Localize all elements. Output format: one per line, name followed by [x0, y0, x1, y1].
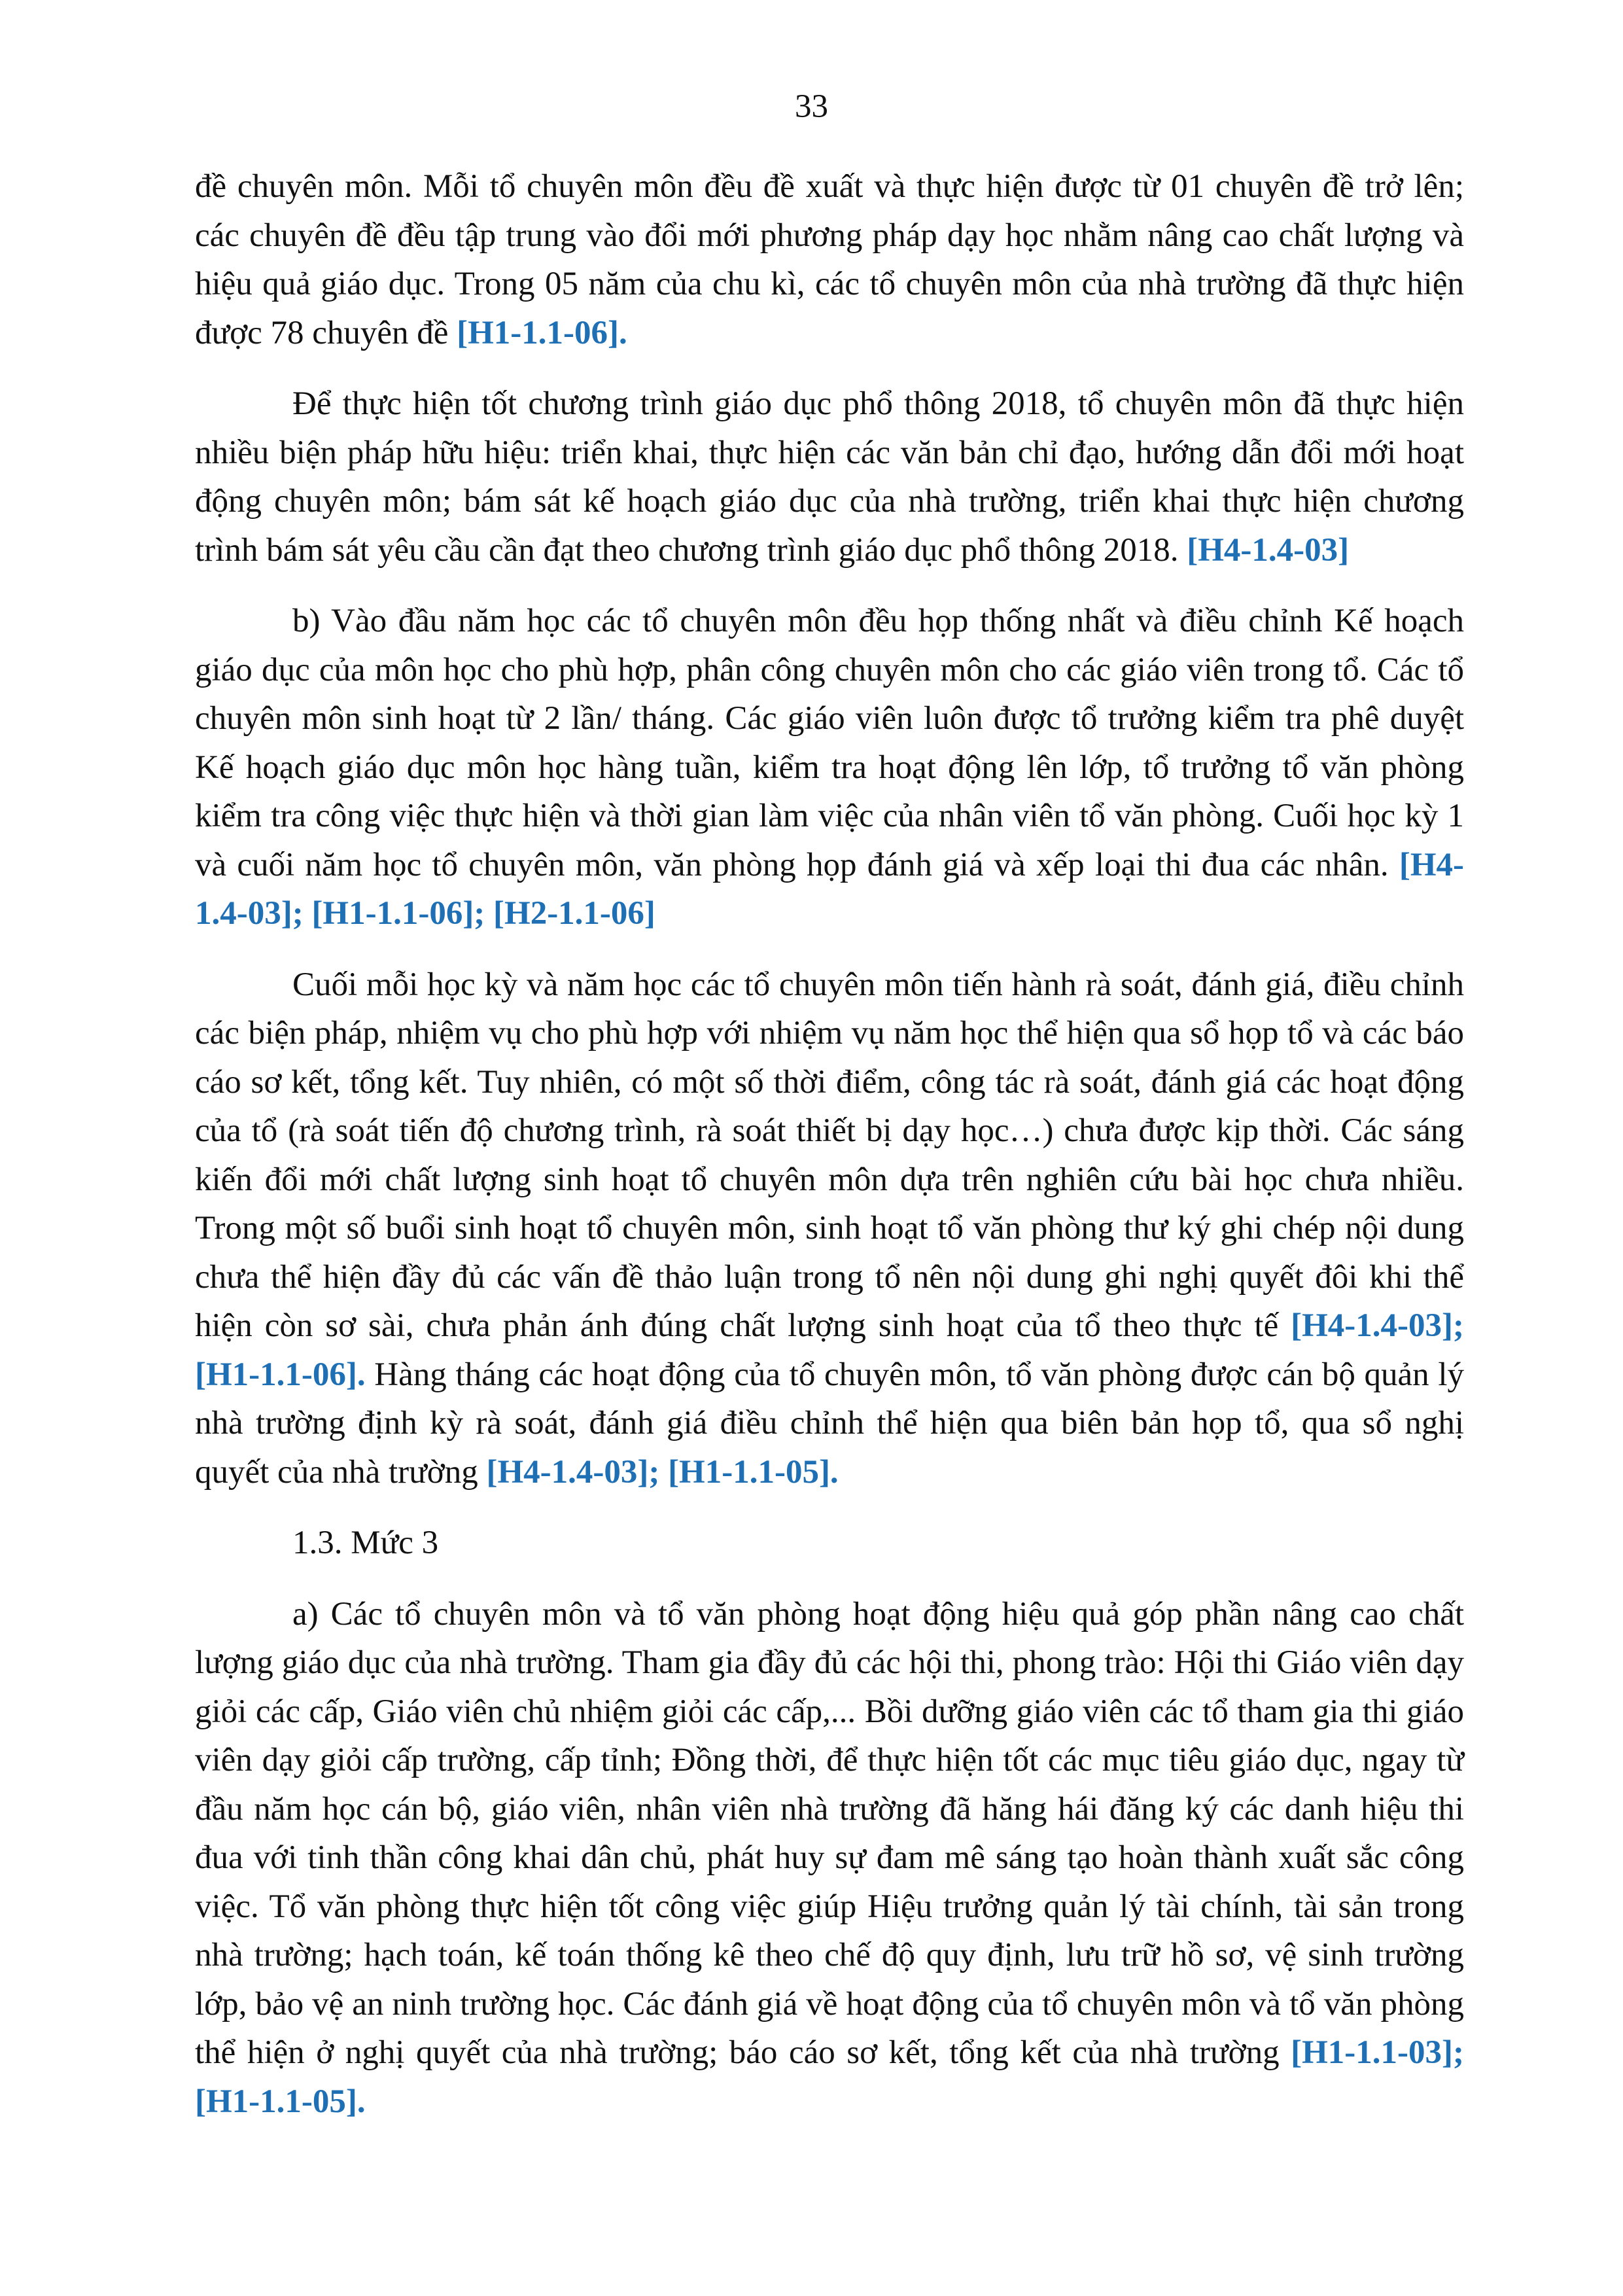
paragraph-1 [195, 162, 1464, 357]
paragraph-1-text: đề chuyên môn. Mỗi tổ chuyên môn đều đề xuất và thực hiện được từ 01 chuyên đề trở lên; các chuyên đề đều tập trung vào đổi mới phương pháp dạy học nhằm nâng cao chất lượng và hiệu quả giáo dục. Trong 05 năm của chu kì, các tổ chuyên môn của nhà trường đã thực hiện được 78 chuyên đề [195, 168, 1464, 351]
paragraph-2-text: Để thực hiện tốt chương trình giáo dục phổ thông 2018, tổ chuyên môn đã thực hiện nhiều biện pháp hữu hiệu: triển khai, thực hiện các văn bản chỉ đạo, hướng dẫn đổi mới hoạt động chuyên môn; bám sát kế hoạch giáo dục của nhà trường, triển khai thực hiện chương trình bám sát yêu cầu cần đạt theo chương trình giáo dục phổ thông 2018. [195, 385, 1464, 569]
paragraph-4-text: Cuối mỗi học kỳ và năm học các tổ chuyên môn tiến hành rà soát, đánh giá, điều chỉnh các biện pháp, nhiệm vụ cho phù hợp với nhiệm vụ năm học thể hiện qua sổ họp tổ và các báo cáo sơ kết, tổng kết. Tuy nhiên, có một số thời điểm, công tác rà soát, đánh giá các hoạt động của tổ (rà soát tiến độ chương trình, rà soát thiết bị dạy học…) chưa được kịp thời. Các sáng kiến đổi mới chất lượng sinh hoạt tổ chuyên môn dựa trên nghiên cứu bài học chưa nhiều. Trong một số buổi sinh hoạt tổ chuyên môn, sinh hoạt tổ văn phòng thư ký ghi chép nội dung chưa thể hiện đầy đủ các vấn đề thảo luận trong tổ nên nội dung ghi nghị quyết đôi khi thể hiện còn sơ sài, chưa phản ánh đúng chất lượng sinh hoạt của tổ theo thực tế [195, 966, 1464, 1344]
paragraph-3-text: b) Vào đầu năm học các tổ chuyên môn đều họp thống nhất và điều chỉnh Kế hoạch giáo dục của môn học cho phù hợp, phân công chuyên môn cho các giáo viên trong tổ. Các tổ chuyên môn sinh hoạt từ 2 lần/ tháng. Các giáo viên luôn được tổ trưởng kiểm tra phê duyệt Kế hoạch giáo dục môn học hàng tuần, kiểm tra hoạt động lên lớp, tổ trưởng tổ văn phòng kiểm tra công việc thực hiện và thời gian làm việc của nhân viên tổ văn phòng. Cuối học kỳ 1 và cuối năm học tổ chuyên môn, văn phòng họp đánh giá và xếp loại thi đua các nhân. [195, 603, 1464, 883]
evidence-reference: [H1-1.1-06]. [457, 314, 627, 351]
paragraph-4 [195, 961, 1464, 1497]
paragraph-2 [195, 380, 1464, 574]
paragraph-3 [195, 597, 1464, 938]
document-body [195, 162, 1464, 2148]
evidence-reference: [H4-1.4-03]; [H1-1.1-06]. [195, 1307, 1464, 1393]
page-number: 33 [795, 88, 828, 125]
evidence-reference: [H4-1.4-03]; [H1-1.1-06]; [H2-1.1-06] [195, 846, 1464, 932]
paragraph-4-text-after: Hàng tháng các hoạt động của tổ chuyên môn, tổ văn phòng được cán bộ quản lý nhà trường định kỳ rà soát, đánh giá điều chỉnh thể hiện qua biên bản họp tổ, qua sổ nghị quyết của nhà trường [195, 1356, 1464, 1491]
section-heading-text: 1.3. Mức 3 [292, 1525, 439, 1561]
evidence-reference: [H4-1.4-03]; [H1-1.1-05]. [486, 1453, 839, 1491]
evidence-reference: [H4-1.4-03] [1187, 531, 1350, 569]
paragraph-6-text: a) Các tổ chuyên môn và tổ văn phòng hoạt động hiệu quả góp phần nâng cao chất lượng giáo dục của nhà trường. Tham gia đầy đủ các hội thi, phong trào: Hội thi Giáo viên dạy giỏi các cấp, Giáo viên chủ nhiệm giỏi các cấp,... Bồi dưỡng giáo viên các tổ tham gia thi giáo viên dạy giỏi cấp trường, cấp tỉnh; Đồng thời, để thực hiện tốt các mục tiêu giáo dục, ngay từ đầu năm học cán bộ, giáo viên, nhân viên nhà trường đã hăng hái đăng ký các danh hiệu thi đua với tinh thần công khai dân chủ, phát huy sự đam mê sáng tạo hoàn thành xuất sắc công việc. Tổ văn phòng thực hiện tốt công việc giúp Hiệu trưởng quản lý tài chính, tài sản trong nhà trường; hạch toán, kế toán thống kê theo chế độ quy định, lưu trữ hồ sơ, vệ sinh trường lớp, bảo vệ an ninh trường học. Các đánh giá về hoạt động của tổ chuyên môn và tổ văn phòng thể hiện ở nghị quyết của nhà trường; báo cáo sơ kết, tổng kết của nhà trường [195, 1595, 1464, 2071]
section-heading-level-3 [195, 1519, 1464, 1568]
paragraph-6 [195, 1590, 1464, 2127]
evidence-reference: [H1-1.1-03]; [H1-1.1-05]. [195, 2034, 1464, 2120]
